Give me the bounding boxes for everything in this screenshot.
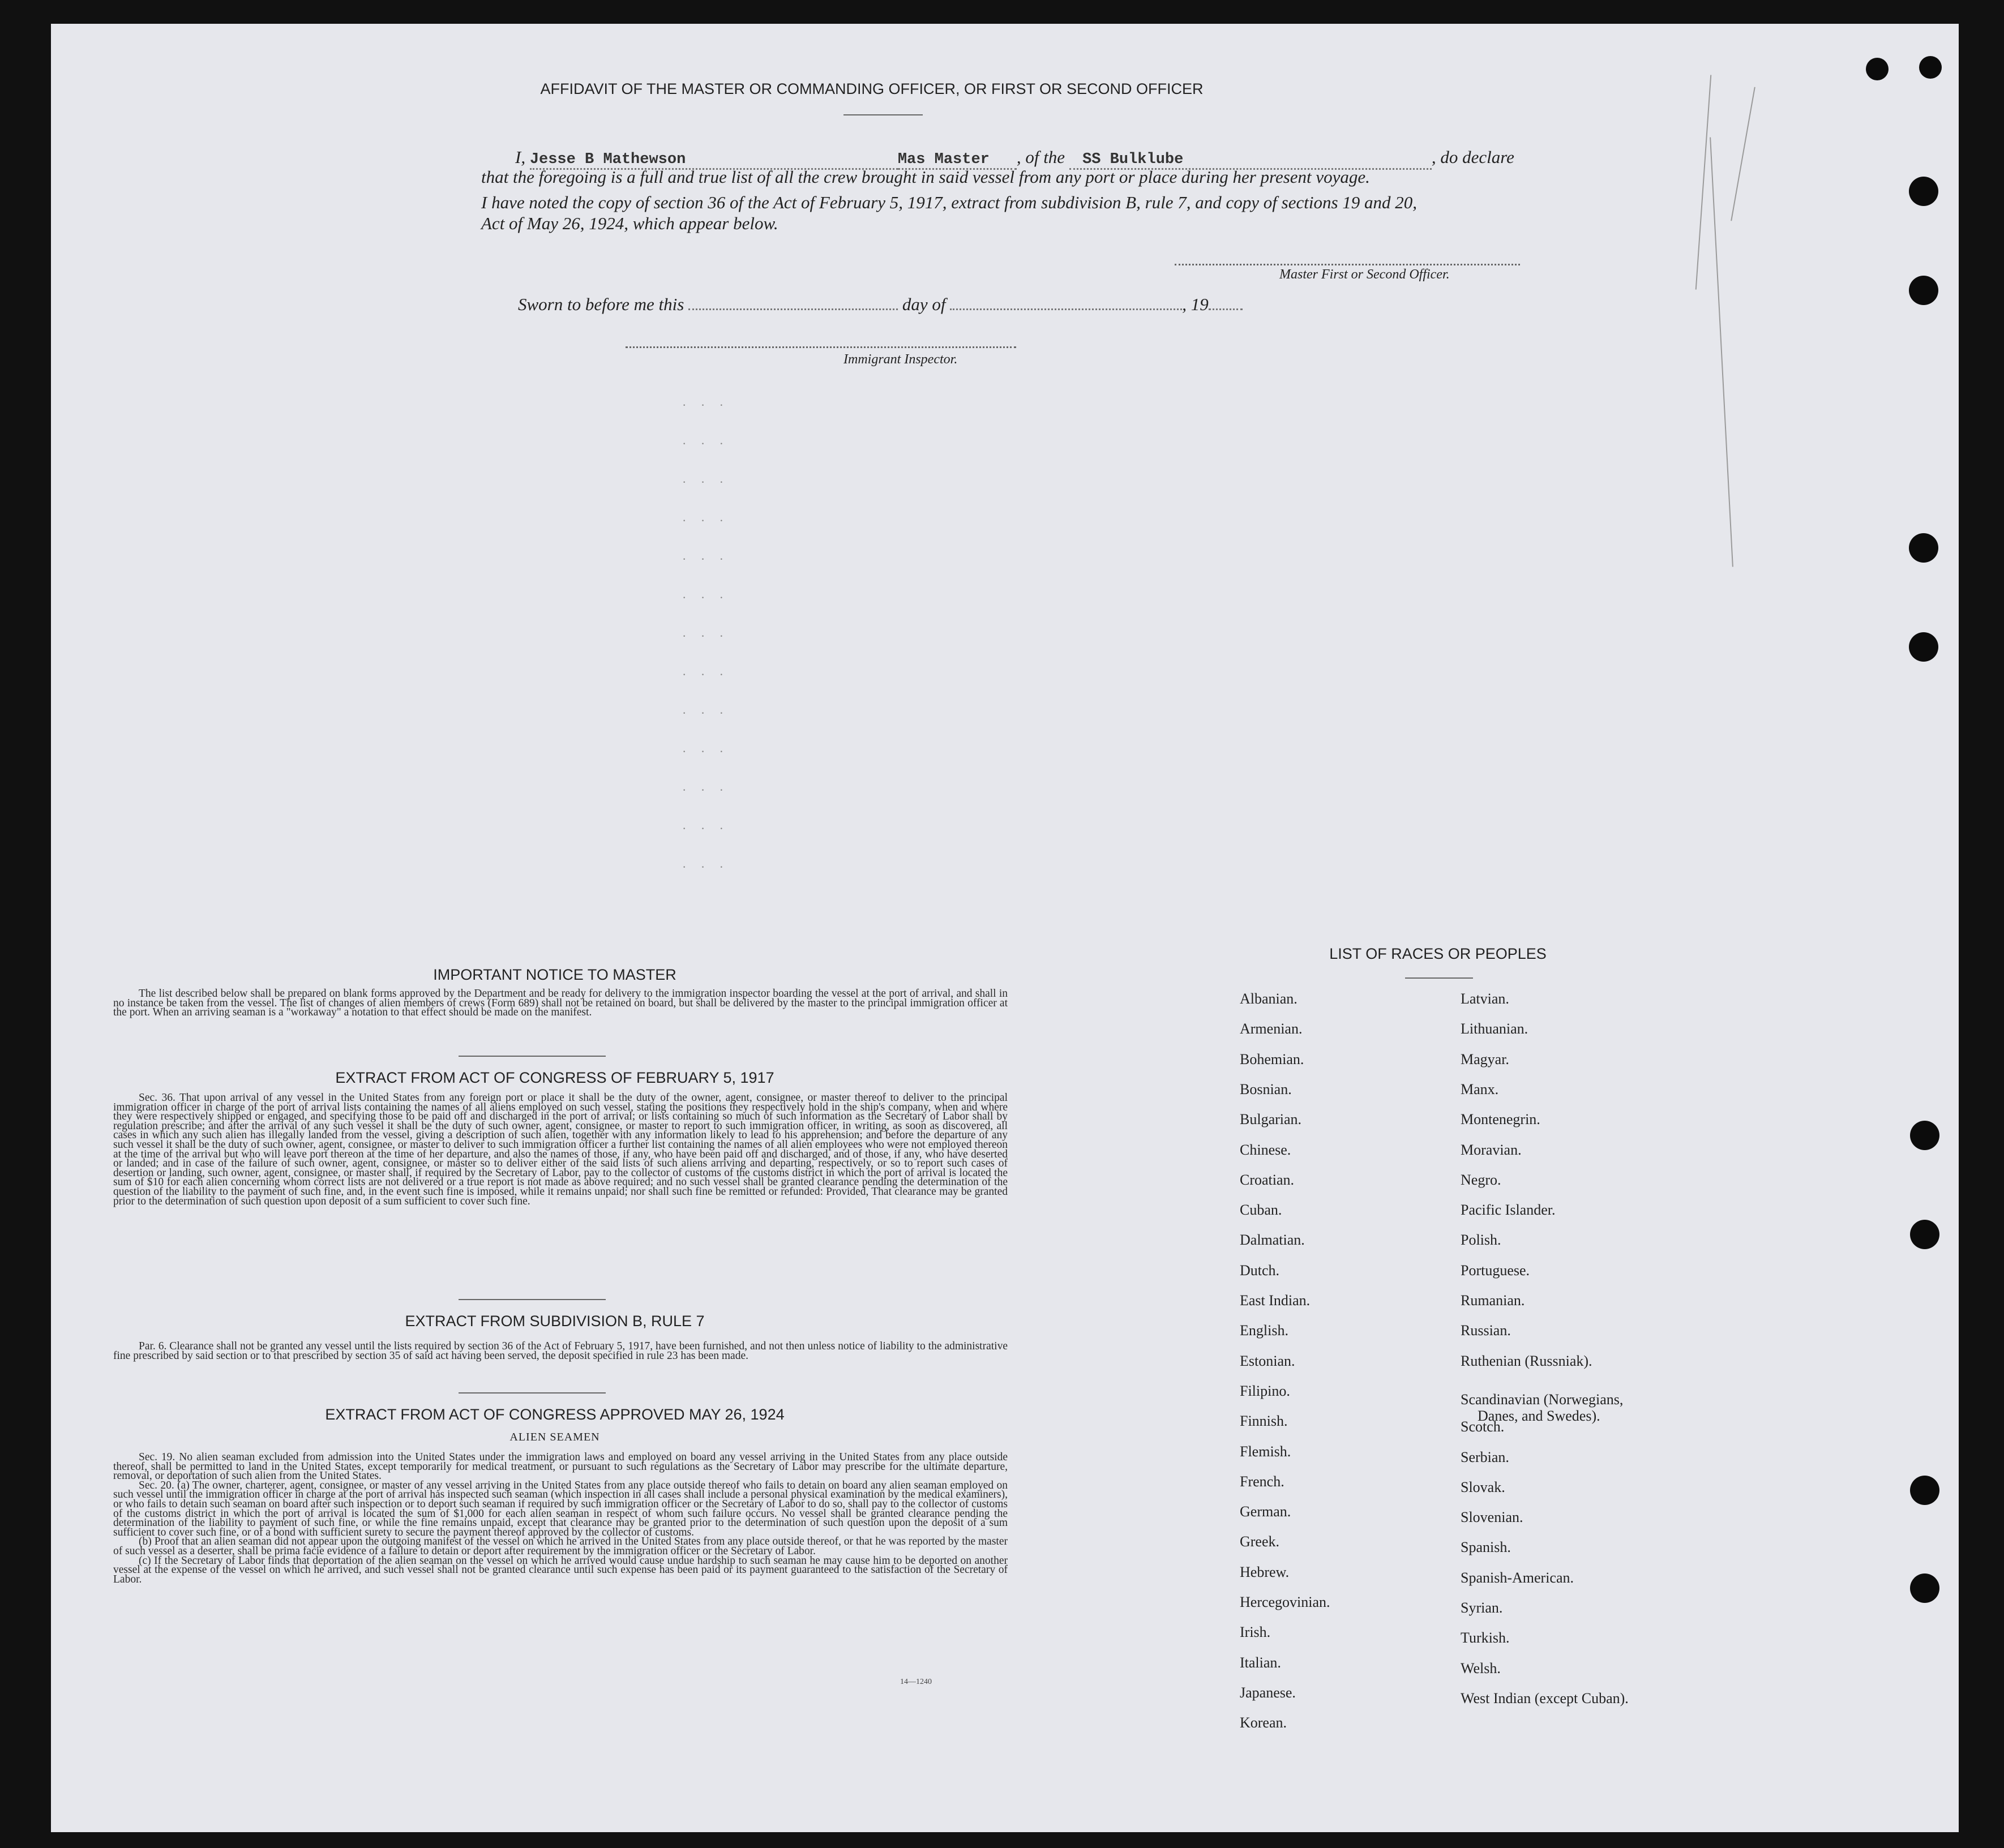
- i-label: I,: [515, 147, 526, 167]
- affidavit-line-4: Act of May 26, 1924, which appear below.: [481, 213, 778, 233]
- race-item: West Indian (except Cuban).: [1461, 1690, 1629, 1706]
- race-item: Bosnian.: [1240, 1080, 1292, 1097]
- race-item: Dutch.: [1240, 1262, 1280, 1279]
- race-item: Serbian.: [1461, 1448, 1509, 1465]
- race-item: Lithuanian.: [1461, 1021, 1528, 1037]
- punch-hole: [1909, 177, 1938, 206]
- race-item: Russian.: [1461, 1322, 1511, 1339]
- divider: [843, 114, 923, 115]
- race-item: Moravian.: [1461, 1141, 1522, 1158]
- affidavit-title: AFFIDAVIT OF THE MASTER OR COMMANDING OFFICER, OR FIRST OR SECOND OFFICER: [540, 80, 1204, 97]
- race-item: Chinese.: [1240, 1141, 1291, 1158]
- race-item: Albanian.: [1240, 991, 1298, 1007]
- race-item: Bulgarian.: [1240, 1111, 1302, 1128]
- punch-hole: [1910, 1476, 1939, 1505]
- sworn-line: [518, 294, 1243, 315]
- race-item: Slovak.: [1461, 1478, 1505, 1495]
- vessel-field: [1069, 147, 1432, 170]
- divider: [459, 1299, 606, 1300]
- signature-line: [1175, 264, 1520, 265]
- signature-caption: Master First or Second Officer.: [1279, 267, 1450, 282]
- race-item: Greek.: [1240, 1533, 1280, 1550]
- position-field: [898, 147, 1017, 170]
- vessel-value: SS Bulklube: [1082, 151, 1184, 168]
- sworn-label: Sworn to before me this: [518, 294, 684, 314]
- race-item: Magyar.: [1461, 1051, 1509, 1067]
- punch-hole: [1909, 533, 1938, 563]
- inspector-signature-line: [626, 346, 1016, 348]
- alien-seamen-subtitle: ALIEN SEAMEN: [509, 1431, 600, 1443]
- sec-19-text: Sec. 19. No alien seaman excluded from admission into the United States under the immigration laws and employed on board any vessel arriving in the United States from any place outside thereof, shall be permitted to land in the United States, except temporarily for medical treatment, or pursuant to such regulations as the Secretary of Labor may prescribe for the ultimate departure, removal, or deportation of such alien from the United States.: [113, 1451, 1008, 1482]
- race-item: Spanish.: [1461, 1539, 1511, 1556]
- race-item: Hercegovinian.: [1240, 1594, 1330, 1610]
- race-item: Ruthenian (Russniak).: [1461, 1352, 1592, 1369]
- race-item: Scandinavian (Norwegians,: [1461, 1391, 1624, 1408]
- divider: [1405, 977, 1473, 979]
- punch-hole: [1910, 1121, 1939, 1150]
- rule-7-title: EXTRACT FROM SUBDIVISION B, RULE 7: [405, 1313, 705, 1330]
- punch-hole: [1919, 56, 1942, 79]
- race-item: Spanish-American.: [1461, 1569, 1574, 1586]
- divider: [459, 1056, 606, 1057]
- name-value: Jesse B Mathewson: [529, 151, 686, 168]
- affidavit-line-2: that the foregoing is a full and true list of all the crew brought in said vessel from any port or place during her present voyage.: [481, 167, 1370, 187]
- race-item: Finnish.: [1240, 1413, 1288, 1430]
- race-item: Slovenian.: [1461, 1509, 1523, 1526]
- do-declare-label: , do declare: [1431, 147, 1514, 167]
- race-item: Dalmatian.: [1240, 1232, 1305, 1249]
- race-item: Irish.: [1240, 1624, 1271, 1641]
- position-value: Mas Master: [897, 151, 990, 168]
- race-item: Syrian.: [1461, 1600, 1503, 1616]
- race-item: Welsh.: [1461, 1660, 1501, 1677]
- race-item: Estonian.: [1240, 1352, 1295, 1369]
- punch-hole: [1910, 1220, 1939, 1249]
- sec-20a-text: Sec. 20. (a) The owner, charterer, agent, consignee, or master of any vessel arriving in the United States from any place outside thereof who fails to detain on board any alien seaman employed on such vessel until the immigration officer in charge at the port of arrival has inspected such seaman (which inspection in all cases shall include a personal physical examination by the medical examiners), or who fails to detain such seaman on board after such inspection or to deport such seaman if required by such immigration officer or the Secretary of Labor to do so, shall pay to the collector of customs of the customs district in which the port of arrival is located the sum of $1,000 for each alien seaman in respect of whom such failure occurs. No vessel shall be granted clearance pending the determination of the liability to payment of such fine, or while the fine remains unpaid, except that clearance may be granted prior to the determination of such question upon the deposit of a sum sufficient to cover such fine, or of a bond with sufficient surety to secure the payment thereof approved by the collector of customs.: [113, 1479, 1008, 1538]
- race-item: Pacific Islander.: [1461, 1202, 1556, 1219]
- of-the-label: , of the: [1016, 147, 1065, 167]
- race-item: Cuban.: [1240, 1202, 1282, 1219]
- race-item: Italian.: [1240, 1654, 1281, 1671]
- race-item: Japanese.: [1240, 1684, 1296, 1701]
- pencil-mark: [1731, 87, 1755, 221]
- race-item: French.: [1240, 1473, 1284, 1490]
- race-item: East Indian.: [1240, 1292, 1311, 1309]
- race-item: English.: [1240, 1322, 1288, 1339]
- race-item: Portuguese.: [1461, 1262, 1530, 1279]
- pencil-mark: [1710, 137, 1733, 567]
- race-item: Danes, and Swedes).: [1478, 1407, 1600, 1424]
- document-page: [51, 24, 1959, 1832]
- year-prefix: , 19: [1182, 294, 1209, 314]
- race-item: Polish.: [1461, 1232, 1501, 1249]
- affidavit-line-3: I have noted the copy of section 36 of the Act of February 5, 1917, extract from subdivision B, rule 7, and copy of sections 19 and 20,: [481, 192, 1418, 212]
- race-item: Manx.: [1461, 1080, 1499, 1097]
- affidavit-line-1: [515, 147, 1514, 170]
- race-item: Bohemian.: [1240, 1051, 1304, 1067]
- name-field: [530, 147, 898, 170]
- divider: [459, 1392, 606, 1393]
- extract-1917-text: Sec. 36. That upon arrival of any vessel in the United States from any foreign port or place it shall be the duty of the owner, agent, consignee, or master thereof to deliver to the principal immigration officer in charge of the port of arrival lists containing the names of all aliens employed on such vessel, stating the positions they respectively hold in the ship's company, when and where they were respectively shipped or engaged, and specifying those to be paid off and discharged in the port of arrival; or lists containing so much of such information as the Secretary of Labor shall by regulation prescribe; and after the arrival of any such vessel it shall be the duty of such owner, agent, consignee, or master to report to such immigration officer, in writing, as soon as discovered, all cases in which any such alien has illegally landed from the vessel, giving a description of such alien, together with any information likely to lead to his apprehension; and before the departure of any such vessel it shall be the duty of such owner, agent, consignee, or master to deliver to such immigration officer a further list containing the names of all alien employees who were not employed thereon at the time of the arrival but who will leave port thereon at the time of her departure, and also the names of those, if any, who have been paid off and discharged, and of those, if any, who have deserted or landed; and in case of the failure of such owner, agent, consignee, or master so to deliver either of the said lists of such aliens arriving and departing, respectively, or so to report such cases of desertion or landing, such owner, agent, consignee, or master shall, if required by the Secretary of Labor, pay to the collector of customs of the customs district in which the port of arrival is located the sum of $10 for each alien concerning whom correct lists are not delivered or a true report is not made as above required; and no such vessel shall be granted clearance pending the determination of the question of the liability to the payment of such fine, and, in the event such fine is imposed, while it remains unpaid; nor shall such fine be remitted or refunded: Provided, That clearance may be granted prior to the determination of such question upon deposit of a sum sufficient to cover such fine.: [113, 1092, 1008, 1207]
- day-of-label: day of: [902, 294, 946, 314]
- race-item: Flemish.: [1240, 1443, 1291, 1460]
- races-title: LIST OF RACES OR PEOPLES: [1329, 945, 1547, 962]
- pencil-mark: [1695, 75, 1712, 289]
- notice-title: IMPORTANT NOTICE TO MASTER: [433, 966, 676, 983]
- race-item: Korean.: [1240, 1714, 1287, 1731]
- notice-text: The list described below shall be prepared on blank forms approved by the Department and be ready for delivery to the immigration inspector boarding the vessel at the port of arrival, and shall in no instance be taken from the vessel. The list of changes of alien members of crews (Form 689) shall not be retained on board, but shall be delivered by the master to the principal immigration officer at the port. When an arriving seaman is a "workaway" a notation to that effect should be made on the manifest.: [113, 988, 1008, 1019]
- sworn-year-field: [1209, 308, 1243, 310]
- inspector-caption: Immigrant Inspector.: [843, 352, 958, 367]
- bleed-through-marks: · · · · · · · · · · · · · · · · · · · · · · · · · · · · · · · · · · · · · · ·: [682, 398, 729, 874]
- extract-1917-title: EXTRACT FROM ACT OF CONGRESS OF FEBRUARY 5, 1917: [335, 1069, 774, 1086]
- race-item: Croatian.: [1240, 1171, 1295, 1188]
- sworn-month-field: [950, 308, 1182, 310]
- race-item: Scotch.: [1461, 1418, 1505, 1435]
- race-item: Hebrew.: [1240, 1563, 1290, 1580]
- sworn-day-field: [688, 308, 898, 310]
- extract-1924-title: EXTRACT FROM ACT OF CONGRESS APPROVED MAY 26, 1924: [325, 1406, 785, 1423]
- race-item: Rumanian.: [1461, 1292, 1525, 1309]
- race-item: Turkish.: [1461, 1630, 1510, 1647]
- punch-hole: [1909, 632, 1938, 662]
- sec-20b-text: (b) Proof that an alien seaman did not appear upon the outgoing manifest of the vessel on which he arrived in the United States from any place outside thereof, or that he was reported by the master of such vessel as a deserter, shall be prima facie evidence of a failure to detain or deport after requirement by the immigration officer or the Secretary of Labor.: [113, 1536, 1008, 1557]
- race-item: Filipino.: [1240, 1382, 1290, 1399]
- race-item: German.: [1240, 1503, 1291, 1520]
- race-item: Armenian.: [1240, 1021, 1303, 1037]
- sec-20c-text: (c) If the Secretary of Labor finds that deportation of the alien seaman on the vessel on which he arrived would cause undue hardship to such seaman he may cause him to be deported on another vessel at the expense of the vessel on which he arrived, and such vessel shall not be granted clearance until such expense has been paid or its payment guaranteed to the satisfaction of the Secretary of Labor.: [113, 1554, 1008, 1585]
- race-item: Latvian.: [1461, 991, 1509, 1007]
- punch-hole: [1909, 276, 1938, 305]
- rule-7-text: Par. 6. Clearance shall not be granted any vessel until the lists required by section 36 of the Act of February 5, 1917, have been furnished, and not then unless notice of liability to the administrative fine prescribed by said section or to that prescribed by section 35 of said act having been served, the deposit specified in rule 23 has been made.: [113, 1340, 1008, 1362]
- punch-hole: [1866, 58, 1889, 80]
- race-item: Negro.: [1461, 1171, 1501, 1188]
- punch-hole: [1910, 1573, 1939, 1603]
- form-number: 14—1240: [900, 1678, 932, 1686]
- race-item: Montenegrin.: [1461, 1111, 1540, 1128]
- extract-1924-body: [113, 1453, 1008, 1584]
